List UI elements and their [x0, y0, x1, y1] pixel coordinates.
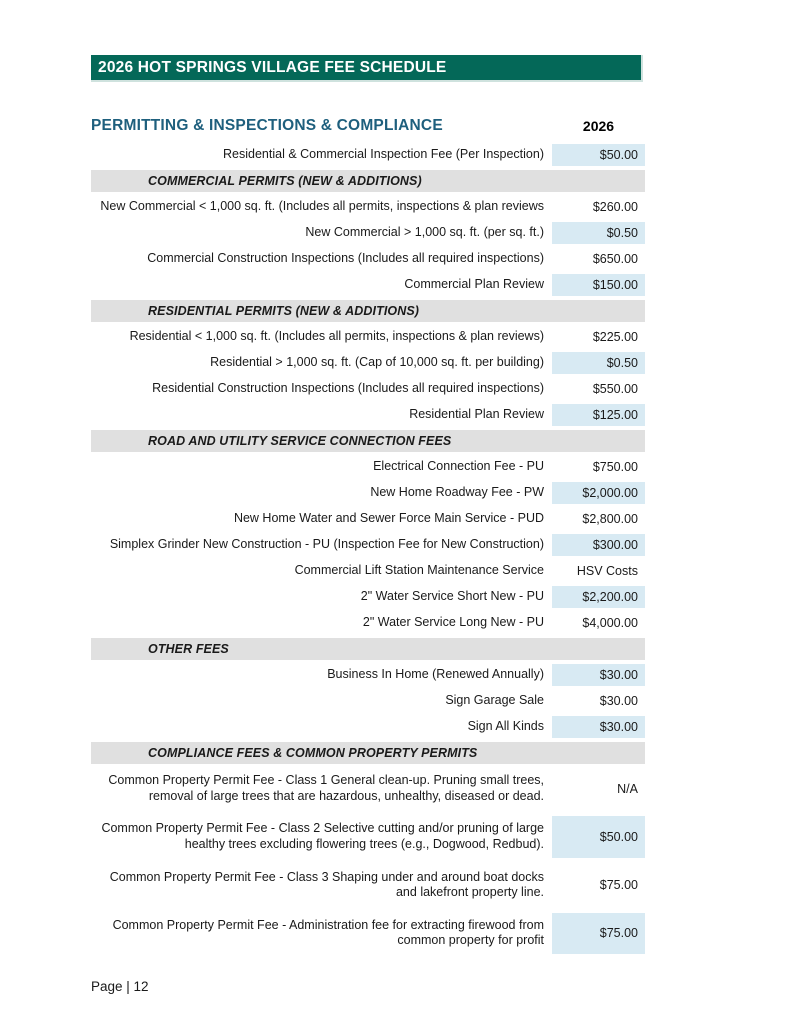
table-row [91, 768, 645, 809]
section-label: ROAD AND UTILITY SERVICE CONNECTION FEES [148, 434, 452, 448]
table-body [91, 144, 645, 961]
fee-value: $50.00 [552, 144, 645, 166]
fee-label: Sign Garage Sale [445, 693, 544, 708]
fee-label: Simplex Grinder New Construction - PU (Inspection Fee for New Construction) [109, 537, 544, 552]
fee-value: $30.00 [552, 716, 645, 738]
fee-label: Common Property Permit Fee - Class 1 General clean-up. Pruning small trees, removal of large trees that are hazardous, unhealthy, diseased or dead. [108, 773, 544, 803]
fee-value: $125.00 [552, 404, 645, 426]
section-label: OTHER FEES [148, 642, 229, 656]
fee-label: Residential > 1,000 sq. ft. (Cap of 10,000 sq. ft. per building) [210, 355, 544, 370]
fee-label: New Commercial > 1,000 sq. ft. (per sq. ft.) [305, 225, 544, 240]
section-header-row [91, 742, 645, 764]
document-title: 2026 HOT SPRINGS VILLAGE FEE SCHEDULE [98, 58, 447, 76]
table-row [91, 326, 645, 348]
fee-value: $50.00 [552, 816, 645, 857]
section-header-row [91, 170, 645, 192]
fee-label: Common Property Permit Fee - Class 2 Selective cutting and/or pruning of large healthy trees excluding flowering trees (e.g., Dogwood, Redbud). [101, 821, 544, 851]
document-title-banner [91, 55, 643, 82]
table-row [91, 352, 645, 374]
section-label: RESIDENTIAL PERMITS (NEW & ADDITIONS) [148, 304, 420, 318]
fee-value: $75.00 [599, 878, 638, 893]
table-header-row [91, 117, 645, 135]
fee-table [91, 117, 645, 961]
year-column-header: 2026 [582, 118, 615, 134]
fee-value: $650.00 [592, 252, 638, 266]
section-header-row [91, 638, 645, 660]
fee-value: $30.00 [599, 694, 638, 708]
fee-value: $750.00 [592, 460, 638, 474]
fee-value: $260.00 [592, 200, 638, 214]
table-row [91, 586, 645, 608]
fee-value: N/A [617, 781, 638, 796]
table-row [91, 865, 645, 906]
table-row [91, 274, 645, 296]
fee-value: $2,200.00 [552, 586, 645, 608]
fee-value: $0.50 [552, 352, 645, 374]
section-header-row [91, 430, 645, 452]
fee-label: Residential & Commercial Inspection Fee (Per Inspection) [223, 147, 544, 162]
fee-value: $0.50 [552, 222, 645, 244]
table-row [91, 913, 645, 954]
fee-label: 2" Water Service Short New - PU [360, 589, 544, 604]
fee-label: Residential < 1,000 sq. ft. (Includes all permits, inspections & plan reviews) [129, 329, 544, 344]
table-row [91, 144, 645, 166]
fee-label: Sign All Kinds [467, 719, 544, 734]
fee-value: $30.00 [552, 664, 645, 686]
fee-label: Commercial Construction Inspections (Includes all required inspections) [147, 251, 544, 266]
fee-label: Residential Plan Review [409, 407, 544, 422]
table-row [91, 404, 645, 426]
table-row [91, 482, 645, 504]
table-row [91, 378, 645, 400]
fee-label: Electrical Connection Fee - PU [373, 459, 544, 474]
fee-value: $150.00 [552, 274, 645, 296]
fee-label: New Home Roadway Fee - PW [370, 485, 544, 500]
table-title: PERMITTING & INSPECTIONS & COMPLIANCE [91, 117, 443, 134]
fee-label: New Home Water and Sewer Force Main Service - PUD [233, 511, 544, 526]
table-row [91, 196, 645, 218]
fee-label: Business In Home (Renewed Annually) [327, 667, 544, 682]
table-row [91, 222, 645, 244]
fee-label: Common Property Permit Fee - Administration fee for extracting firewood from common property for profit [112, 917, 544, 948]
table-row [91, 690, 645, 712]
page-number: Page | 12 [91, 979, 149, 994]
table-row [91, 508, 645, 530]
fee-value: HSV Costs [576, 564, 638, 578]
fee-label: Residential Construction Inspections (Includes all required inspections) [152, 381, 544, 396]
section-label: COMMERCIAL PERMITS (NEW & ADDITIONS) [148, 174, 422, 188]
fee-label: Common Property Permit Fee - Class 3 Shaping under and around boat docks and lakefront property line. [109, 869, 544, 900]
table-row [91, 534, 645, 556]
fee-value: $300.00 [552, 534, 645, 556]
table-row [91, 560, 645, 582]
table-row [91, 664, 645, 686]
table-row [91, 716, 645, 738]
fee-value: $225.00 [592, 330, 638, 344]
fee-label: 2" Water Service Long New - PU [362, 615, 544, 630]
table-row [91, 248, 645, 270]
table-row [91, 612, 645, 634]
fee-value: $2,000.00 [552, 482, 645, 504]
section-label: COMPLIANCE FEES & COMMON PROPERTY PERMITS [148, 746, 478, 760]
fee-value: $2,800.00 [582, 512, 638, 526]
table-row [91, 816, 645, 857]
fee-value: $75.00 [552, 913, 645, 954]
fee-label: Commercial Plan Review [404, 277, 544, 292]
fee-value: $4,000.00 [582, 616, 638, 630]
table-row [91, 456, 645, 478]
fee-value: $550.00 [592, 382, 638, 396]
fee-label: Commercial Lift Station Maintenance Service [294, 563, 544, 578]
fee-label: New Commercial < 1,000 sq. ft. (Includes all permits, inspections & plan reviews [100, 199, 544, 214]
section-header-row [91, 300, 645, 322]
